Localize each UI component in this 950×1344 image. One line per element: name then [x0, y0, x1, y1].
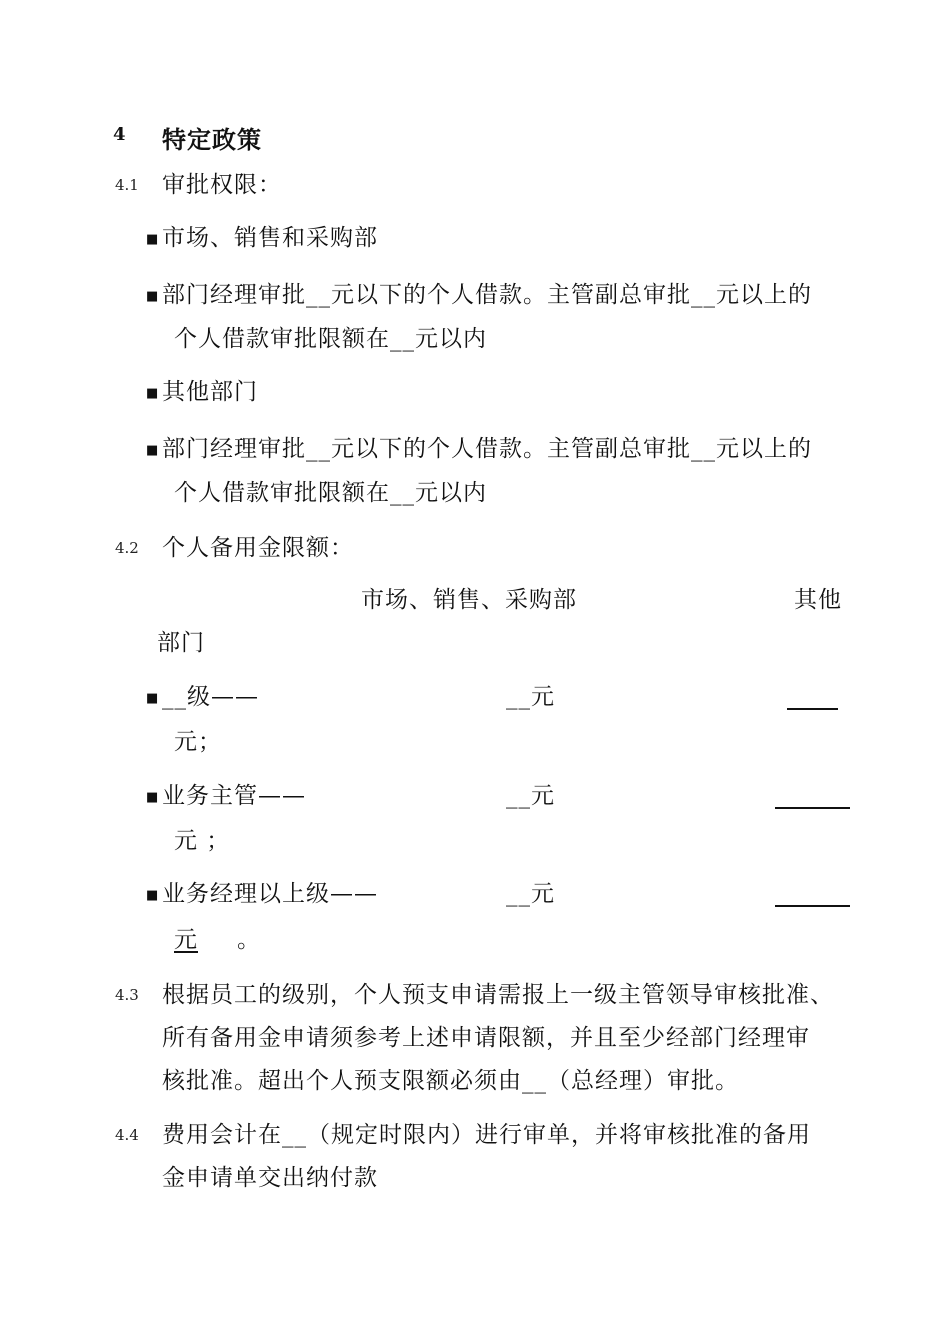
list-item-sales-approval-line1: 部门经理审批__元以下的个人借款。主管副总审批__元以上的: [162, 282, 812, 308]
bullet-icon: ■: [146, 790, 159, 805]
subsection-4-4-number: 4.4: [115, 1126, 139, 1144]
paragraph-4-3-line2: 所有备用金申请须参考上述申请限额，并且至少经部门经理审: [162, 1025, 810, 1051]
limit-row-sales-value: __元: [506, 783, 555, 809]
limit-row-other-blank: [775, 883, 850, 907]
paragraph-4-3-line1: 根据员工的级别，个人预支申请需报上一级主管领导审核批准、: [162, 982, 834, 1008]
paragraph-4-4-line2: 金申请单交出纳付款: [162, 1165, 378, 1191]
limit-row-label: __级——: [162, 684, 259, 710]
bullet-icon: ■: [146, 232, 159, 247]
list-item-other-approval-line1: 部门经理审批__元以下的个人借款。主管副总审批__元以上的: [162, 436, 812, 462]
subsection-4-1-title: 审批权限：: [162, 172, 282, 198]
section-title: 特定政策: [162, 125, 262, 154]
limit-row-other-blank: [787, 686, 838, 710]
column-header-sales: 市场、销售、采购部: [361, 587, 577, 613]
limit-row-other-blank: [775, 785, 850, 809]
subsection-4-1-number: 4.1: [115, 176, 139, 194]
subsection-4-2-number: 4.2: [115, 539, 139, 557]
list-item-sales-dept: 市场、销售和采购部: [162, 225, 378, 251]
bullet-icon: ■: [146, 443, 159, 458]
limit-row-unit: 元: [174, 927, 198, 953]
subsection-4-2-title: 个人备用金限额：: [162, 535, 354, 561]
bullet-icon: ■: [146, 888, 159, 903]
bullet-icon: ■: [146, 691, 159, 706]
list-item-other-dept: 其他部门: [162, 379, 258, 405]
section-number: 4: [113, 124, 126, 145]
bullet-icon: ■: [146, 289, 159, 304]
paragraph-4-4-line1: 费用会计在__（规定时限内）进行审单，并将审核批准的备用: [162, 1122, 811, 1148]
subsection-4-3-number: 4.3: [115, 986, 139, 1004]
column-header-other: 其他: [794, 587, 842, 613]
limit-row-unit: 元 ；: [174, 828, 231, 854]
limit-row-period: 。: [237, 927, 261, 953]
bullet-icon: ■: [146, 386, 159, 401]
limit-row-label: 业务主管——: [162, 783, 306, 809]
limit-row-sales-value: __元: [506, 881, 555, 907]
paragraph-4-3-line3: 核批准。超出个人预支限额必须由__（总经理）审批。: [162, 1068, 739, 1094]
limit-row-sales-value: __元: [506, 684, 555, 710]
limit-row-label: 业务经理以上级——: [162, 881, 378, 907]
limit-row-unit: 元；: [174, 729, 222, 755]
list-item-sales-approval-line2: 个人借款审批限额在__元以内: [174, 326, 487, 352]
column-header-other-cont: 部门: [157, 630, 205, 656]
list-item-other-approval-line2: 个人借款审批限额在__元以内: [174, 480, 487, 506]
